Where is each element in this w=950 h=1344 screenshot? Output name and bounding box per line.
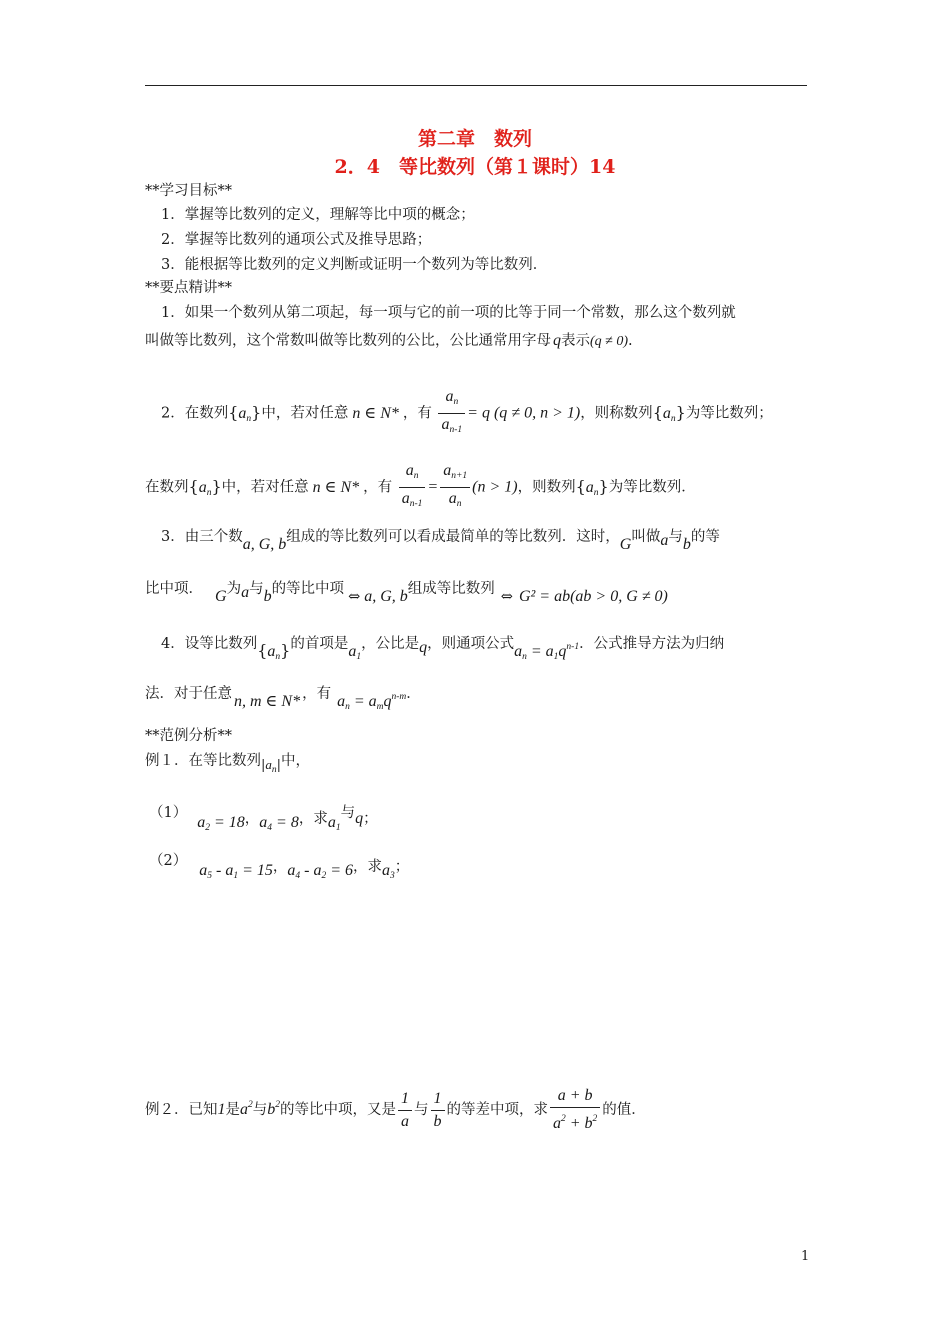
goal-item: 3．能根据等比数列的定义判断或证明一个数列为等比数列． [161,257,548,273]
ex1-part1: $(1)a_2 = 18$，$a_4 = 8$，求$a_1$与q； [149,805,378,833]
ex2-target: $\frac{a + b}{a^2 + b^2}$ [550,1087,600,1133]
keypoints-heading: **要点精讲** [145,280,232,296]
kp2-seq4: $\{a_n\}$ [575,476,609,498]
kp3-text: 3．由三个数 [161,529,243,545]
kp3-a: a [660,532,669,549]
ex1-2-a3: $a_3$ [381,862,395,881]
ex2-text: 的等比中项，又是 [280,1102,396,1118]
kp2-text: 中，若对任意 [261,405,349,422]
kp3-abc: a, G, b [242,536,287,553]
kp3-text: 与 [668,529,683,545]
kp4-formula: $a_n = a_1q^{n-1}$ [514,642,580,662]
kp2-ratio-left: $\frac{a_n}{a_{n-1}}$ [399,462,426,513]
kp4-text: 的首项是 [290,636,349,652]
kp3-text: 组成等比数列 [407,581,495,597]
ex1-text: 中， [281,753,311,769]
kp2-text: 为等比数列； [685,405,773,422]
ex1-1-given: $a_2 = 18$ [197,814,245,833]
kp2-text: 为等比数列． [608,479,696,496]
ex2-text: 的值． [602,1102,646,1118]
kp4-q: q [419,639,428,656]
kp2-seq: $\{a_n\}$ [228,402,262,424]
goal-item: 2．掌握等比数列的通项公式及推导思路； [161,232,432,248]
kp2-ratio: $\frac{a_n}{a_{n-1}}$ [438,388,465,439]
kp2-text: ，则数列 [517,479,576,496]
ex1-text: ； [394,859,410,875]
ex2-text: 例２．已知 [145,1102,218,1118]
kp4-general: $a_n = a_mq^{n-m}$ [337,692,407,712]
kp4-line2 [145,680,421,712]
kp4-line1 [161,630,725,662]
ex2-frac-a: $\frac{1}{a}$ [398,1090,412,1131]
ex2-b2: $b^2$ [267,1100,280,1118]
kp3-text: 为 [226,581,242,597]
ex1-part2: $(2)a_5 - a_1 = 15$，$a_4 - a_2 = 6$，求$a_3$； [149,853,410,881]
ex1-text: 与 [340,805,356,821]
kp2-ratio-right: $\frac{a_{n+1}}{a_n}$ [440,462,470,513]
ex1-2-label: （2） [149,853,188,869]
kp2-text: 在数列 [145,479,189,496]
kp2-cond2: (n > 1) [472,478,518,496]
kp2-set2: n ∈ N* [312,478,360,496]
kp4-text: ，公比是 [361,636,420,652]
ex2-frac-b: $\frac{1}{b}$ [431,1090,445,1131]
kp4-a1: $a_1$ [348,643,362,662]
ex1-2-given2: $a_4 - a_2 = 6$ [287,862,353,881]
kp3-b: b [682,536,691,553]
kp2-line2: 在数列$\{a_n\}$中，若对任意 n ∈ N* ，有 $\frac{a_n}{a_{n-1}}$ = $\frac{a_{n+1}}{a_n}$ (n > 1)，则数列$\{a_n\}$为等比数列． [145,462,696,513]
kp4-set: n, m ∈ N* [234,693,301,710]
kp2-line1 [161,388,773,439]
ex1-text: 例１．在等比数列 [145,753,261,769]
ex1-text: ，求 [352,859,382,875]
kp2-text: 中，若对任意 [221,479,309,496]
kp1-show: 表示 [561,333,590,349]
kp3-text: 的等比中项 [271,581,345,597]
ex2-text: 的等差中项，求 [446,1102,548,1118]
kp1-line1: 1．如果一个数列从第二项起，每一项与它的前一项的比等于同一个常数，那么这个数列就 [161,305,736,321]
kp3-b2: b [263,588,272,605]
kp2-text: ，有 [363,479,393,496]
kp1-q: q [553,332,561,349]
kp3-text: 叫做 [631,529,661,545]
kp3-formula: G² = ab(ab > 0, G ≠ 0) [518,588,668,605]
kp2-set: n ∈ N* [352,404,399,422]
goals-heading: **学习目标** [145,183,232,199]
kp4-text: 4．设等比数列 [161,636,258,652]
ex1-1-q: q [355,810,364,827]
kp2-seq3: $\{a_n\}$ [188,476,222,498]
kp2-text: 2．在数列 [161,405,229,422]
ex2 [145,1087,646,1133]
ex1-text: ； [363,811,378,827]
ex1-seq: $|a_n|$ [261,757,282,775]
kp2-text: ，有 [402,405,432,422]
kp3-text: 的等 [690,529,720,545]
kp3-text: 与 [249,581,264,597]
ex2-text: 是 [225,1102,240,1118]
kp3-G: G [619,536,632,553]
kp1-cond: (q ≠ 0) [590,334,629,349]
kp1-line2 [145,332,633,351]
kp3-text: 组成的等比数列可以看成最简单的等比数列．这时， [286,529,620,545]
iff-symbol: ⇔ [348,589,361,605]
kp3-abc2: a, G, b [364,588,408,605]
kp3-G2: G [215,588,227,605]
kp2-text: ，则称数列 [580,405,653,422]
header-rule [145,85,807,86]
kp4-text: ，有 [302,686,332,702]
chapter-title: 第二章 数列 [417,128,532,150]
kp2-seq2: $\{a_n\}$ [652,402,686,424]
kp4-text: ． [406,686,421,702]
ex2-text: 与 [252,1102,268,1118]
ex2-one: 1 [217,1101,226,1118]
ex1-1-a1: $a_1$ [327,814,341,833]
ex1-intro [145,752,310,775]
kp4-text: ．公式推导方法为归纳 [579,636,725,652]
section-title: 2．4 等比数列（第１课时）14 [334,156,616,178]
ex1-2-given: $a_5 - a_1 = 15$ [199,862,273,881]
kp3-line2 [145,580,668,605]
ex2-text: 与 [414,1102,429,1118]
iff-symbol: ⇔ [500,589,513,605]
goal-item: 1．掌握等比数列的定义，理解等比中项的概念； [161,207,475,223]
kp3-a2: a [241,584,250,601]
kp1-end: . [628,333,633,349]
kp3-line1 [161,528,720,553]
kp4-text: 法．对于任意 [145,686,232,702]
ex1-1-label: （1） [149,805,188,821]
kp3-text: 比中项． [145,581,203,597]
examples-heading: **范例分析** [145,728,232,744]
kp2-cond: = q (q ≠ 0, n > 1) [467,404,581,422]
ex1-text: ，求 [298,811,328,827]
ex2-a2: $a^2$ [240,1100,253,1118]
kp1-text: 叫做等比数列，这个常数叫做等比数列的公比，公比通常用字母 [145,333,551,349]
ex1-1-given2: $a_4 = 8$ [259,814,299,833]
page-number: 1 [801,1249,810,1264]
kp4-text: ，则通项公式 [427,636,515,652]
kp4-seq: $\{a_n\}$ [257,641,291,662]
